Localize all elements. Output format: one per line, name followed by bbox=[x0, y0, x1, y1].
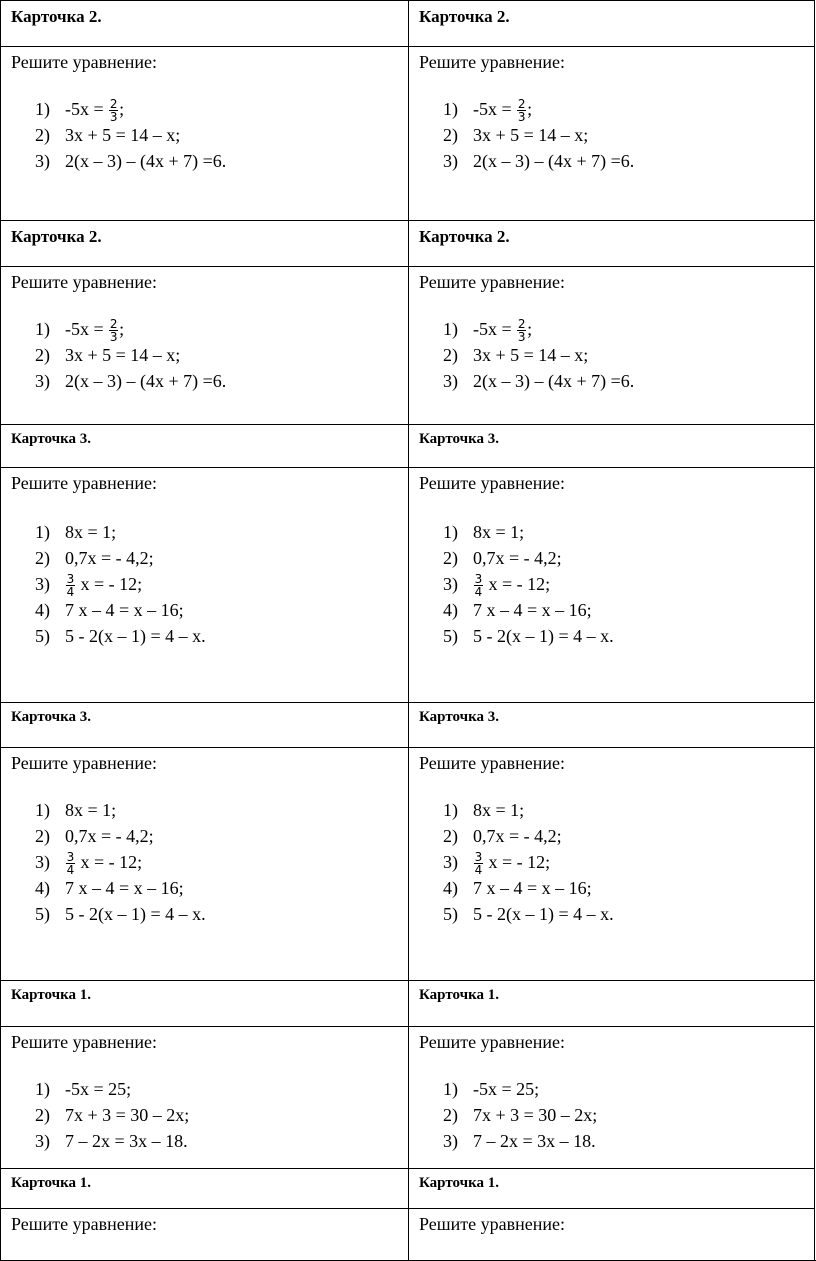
equation-text: 7 – 2x = 3x – 18. bbox=[473, 1131, 596, 1151]
equation-text: 0,7x = - 4,2; bbox=[473, 548, 562, 568]
equation-number: 1) bbox=[35, 1079, 50, 1099]
equation-text: 0,7x = - 4,2; bbox=[473, 826, 562, 846]
equation-text: 2(x – 3) – (4x + 7) =6. bbox=[473, 151, 635, 171]
equation-text: x = - 12; bbox=[484, 574, 551, 594]
equation-item bbox=[443, 823, 614, 849]
equation-number: 1) bbox=[443, 800, 458, 820]
equation-text: x = - 12; bbox=[76, 574, 143, 594]
equation-list bbox=[35, 519, 206, 649]
equation-list bbox=[443, 519, 614, 649]
equation-text: -5x = bbox=[473, 319, 517, 339]
equation-number: 4) bbox=[443, 878, 458, 898]
equation-item bbox=[35, 316, 226, 345]
fraction-numerator: 3 bbox=[474, 850, 483, 865]
equation-number: 2) bbox=[35, 826, 50, 846]
fraction-denominator: 3 bbox=[109, 110, 118, 125]
equation-item bbox=[35, 597, 206, 623]
equation-item bbox=[35, 148, 226, 174]
card-title: Карточка 3. bbox=[0, 424, 408, 467]
fraction-numerator: 2 bbox=[517, 97, 526, 112]
equation-number: 1) bbox=[443, 319, 458, 339]
equation-list bbox=[35, 1076, 189, 1154]
equation-number: 3) bbox=[35, 574, 50, 594]
fraction-denominator: 3 bbox=[109, 330, 118, 345]
equation-number: 2) bbox=[35, 125, 50, 145]
fraction bbox=[109, 98, 118, 123]
equation-list bbox=[443, 96, 634, 174]
card-body bbox=[408, 46, 815, 220]
equation-number: 4) bbox=[35, 878, 50, 898]
equation-number: 3) bbox=[35, 1131, 50, 1151]
fraction-numerator: 2 bbox=[517, 317, 526, 332]
card-body bbox=[0, 266, 408, 424]
card-title: Карточка 2. bbox=[0, 0, 408, 46]
equation-item bbox=[443, 597, 614, 623]
equation-text: 2(x – 3) – (4x + 7) =6. bbox=[65, 151, 227, 171]
card-body bbox=[0, 1026, 408, 1168]
equation-item bbox=[443, 623, 614, 649]
equation-text: 7 x – 4 = x – 16; bbox=[65, 600, 184, 620]
equation-number: 1) bbox=[443, 99, 458, 119]
equation-number: 2) bbox=[443, 345, 458, 365]
equation-number: 3) bbox=[443, 852, 458, 872]
fraction bbox=[517, 98, 526, 123]
equation-number: 5) bbox=[35, 626, 50, 646]
equation-list bbox=[35, 96, 226, 174]
equation-number: 5) bbox=[35, 904, 50, 924]
equation-text: 7 x – 4 = x – 16; bbox=[65, 878, 184, 898]
equation-item bbox=[35, 1102, 189, 1128]
equation-item bbox=[35, 1076, 189, 1102]
card-title: Карточка 3. bbox=[408, 702, 815, 747]
equation-text: 5 - 2(x – 1) = 4 – x. bbox=[65, 626, 206, 646]
equation-number: 3) bbox=[443, 574, 458, 594]
card-body bbox=[0, 46, 408, 220]
equation-text: 8x = 1; bbox=[65, 522, 117, 542]
equation-number: 1) bbox=[35, 800, 50, 820]
equation-number: 1) bbox=[35, 522, 50, 542]
fraction bbox=[474, 573, 483, 598]
equation-item bbox=[443, 96, 634, 125]
card-title: Карточка 1. bbox=[408, 1168, 815, 1208]
equation-item bbox=[35, 519, 206, 545]
equation-text: x = - 12; bbox=[76, 852, 143, 872]
equation-text: 7 – 2x = 3x – 18. bbox=[65, 1131, 188, 1151]
equation-number: 1) bbox=[35, 319, 50, 339]
card-title: Карточка 1. bbox=[408, 980, 815, 1026]
equation-list bbox=[443, 797, 614, 927]
card-body bbox=[408, 747, 815, 980]
equation-item bbox=[35, 623, 206, 649]
equation-number: 3) bbox=[35, 371, 50, 391]
equation-text: 2(x – 3) – (4x + 7) =6. bbox=[65, 371, 227, 391]
card-title: Карточка 2. bbox=[408, 220, 815, 266]
card-body bbox=[408, 1026, 815, 1168]
equation-number: 3) bbox=[443, 151, 458, 171]
equation-text: 7 x – 4 = x – 16; bbox=[473, 600, 592, 620]
equation-text: 7x + 3 = 30 – 2x; bbox=[473, 1105, 598, 1125]
fraction-denominator: 4 bbox=[474, 585, 483, 600]
equation-number: 4) bbox=[443, 600, 458, 620]
equation-text: 3x + 5 = 14 – x; bbox=[473, 345, 589, 365]
equation-number: 3) bbox=[35, 852, 50, 872]
equation-text: 5 - 2(x – 1) = 4 – x. bbox=[65, 904, 206, 924]
equation-text: -5x = bbox=[65, 319, 109, 339]
card-prompt: Решите уравнение: bbox=[419, 753, 565, 773]
fraction-numerator: 3 bbox=[66, 850, 75, 865]
equation-text: 0,7x = - 4,2; bbox=[65, 548, 154, 568]
equation-item bbox=[443, 849, 614, 878]
card-prompt: Решите уравнение: bbox=[11, 52, 157, 72]
equation-text: -5x = bbox=[473, 99, 517, 119]
card-body bbox=[408, 1208, 815, 1261]
card-title: Карточка 3. bbox=[0, 702, 408, 747]
equation-item bbox=[35, 875, 206, 901]
equation-number: 3) bbox=[443, 371, 458, 391]
card-body bbox=[408, 266, 815, 424]
fraction bbox=[66, 851, 75, 876]
fraction bbox=[109, 318, 118, 343]
card-prompt: Решите уравнение: bbox=[11, 753, 157, 773]
equation-text: -5x = 25; bbox=[473, 1079, 540, 1099]
card-body bbox=[0, 467, 408, 702]
equation-item bbox=[443, 545, 614, 571]
card-prompt: Решите уравнение: bbox=[419, 272, 565, 292]
equation-number: 3) bbox=[35, 151, 50, 171]
equation-text: 0,7x = - 4,2; bbox=[65, 826, 154, 846]
card-title: Карточка 1. bbox=[0, 1168, 408, 1208]
equation-text: 3x + 5 = 14 – x; bbox=[65, 345, 181, 365]
equation-number: 5) bbox=[443, 904, 458, 924]
equation-item bbox=[443, 1102, 597, 1128]
equation-text: ; bbox=[119, 99, 125, 119]
equation-number: 2) bbox=[443, 1105, 458, 1125]
equation-item bbox=[443, 519, 614, 545]
equation-number: 2) bbox=[35, 548, 50, 568]
equation-item bbox=[35, 1128, 189, 1154]
equation-number: 2) bbox=[443, 548, 458, 568]
card-body bbox=[0, 1208, 408, 1261]
equation-list bbox=[35, 316, 226, 394]
fraction-denominator: 4 bbox=[474, 863, 483, 878]
equation-number: 2) bbox=[443, 826, 458, 846]
equation-text: -5x = 25; bbox=[65, 1079, 132, 1099]
card-prompt: Решите уравнение: bbox=[11, 1214, 157, 1234]
equation-item bbox=[443, 368, 634, 394]
equation-item bbox=[35, 342, 226, 368]
equation-text: 5 - 2(x – 1) = 4 – x. bbox=[473, 904, 614, 924]
equation-item bbox=[443, 148, 634, 174]
equation-item bbox=[443, 875, 614, 901]
equation-item bbox=[35, 901, 206, 927]
fraction-denominator: 4 bbox=[66, 863, 75, 878]
equation-number: 4) bbox=[35, 600, 50, 620]
equation-number: 1) bbox=[35, 99, 50, 119]
equation-number: 5) bbox=[443, 626, 458, 646]
equation-item bbox=[35, 545, 206, 571]
equation-text: ; bbox=[527, 99, 533, 119]
equation-text: 2(x – 3) – (4x + 7) =6. bbox=[473, 371, 635, 391]
card-prompt: Решите уравнение: bbox=[419, 473, 565, 493]
equation-number: 2) bbox=[35, 1105, 50, 1125]
card-prompt: Решите уравнение: bbox=[419, 1032, 565, 1052]
fraction-numerator: 2 bbox=[109, 97, 118, 112]
equation-text: x = - 12; bbox=[484, 852, 551, 872]
fraction-denominator: 3 bbox=[517, 330, 526, 345]
fraction bbox=[474, 851, 483, 876]
equation-text: ; bbox=[119, 319, 125, 339]
equation-item bbox=[443, 122, 634, 148]
card-title: Карточка 2. bbox=[0, 220, 408, 266]
fraction bbox=[517, 318, 526, 343]
equation-number: 3) bbox=[443, 1131, 458, 1151]
equation-text: 8x = 1; bbox=[473, 522, 525, 542]
equation-item bbox=[443, 1076, 597, 1102]
equation-item bbox=[443, 1128, 597, 1154]
equation-number: 2) bbox=[443, 125, 458, 145]
equation-item bbox=[443, 342, 634, 368]
equation-item bbox=[35, 571, 206, 600]
equation-number: 1) bbox=[443, 1079, 458, 1099]
equation-item bbox=[35, 122, 226, 148]
equation-item bbox=[35, 797, 206, 823]
equation-item bbox=[35, 368, 226, 394]
fraction-numerator: 3 bbox=[474, 572, 483, 587]
card-prompt: Решите уравнение: bbox=[419, 52, 565, 72]
card-prompt: Решите уравнение: bbox=[11, 272, 157, 292]
equation-text: 7x + 3 = 30 – 2x; bbox=[65, 1105, 190, 1125]
card-title: Карточка 1. bbox=[0, 980, 408, 1026]
card-title: Карточка 2. bbox=[408, 0, 815, 46]
equation-item bbox=[443, 901, 614, 927]
fraction-denominator: 4 bbox=[66, 585, 75, 600]
equation-text: 8x = 1; bbox=[65, 800, 117, 820]
card-body bbox=[408, 467, 815, 702]
equation-item bbox=[443, 571, 614, 600]
card-prompt: Решите уравнение: bbox=[11, 1032, 157, 1052]
equation-text: 3x + 5 = 14 – x; bbox=[65, 125, 181, 145]
equation-item bbox=[35, 96, 226, 125]
equation-text: 5 - 2(x – 1) = 4 – x. bbox=[473, 626, 614, 646]
card-title: Карточка 3. bbox=[408, 424, 815, 467]
equation-item bbox=[35, 823, 206, 849]
equation-item bbox=[443, 797, 614, 823]
equation-text: -5x = bbox=[65, 99, 109, 119]
equation-list bbox=[443, 1076, 597, 1154]
equation-list bbox=[35, 797, 206, 927]
equation-text: 3x + 5 = 14 – x; bbox=[473, 125, 589, 145]
fraction-denominator: 3 bbox=[517, 110, 526, 125]
fraction bbox=[66, 573, 75, 598]
equation-text: 7 x – 4 = x – 16; bbox=[473, 878, 592, 898]
equation-number: 2) bbox=[35, 345, 50, 365]
card-prompt: Решите уравнение: bbox=[11, 473, 157, 493]
equation-text: ; bbox=[527, 319, 533, 339]
equation-item bbox=[443, 316, 634, 345]
fraction-numerator: 2 bbox=[109, 317, 118, 332]
equation-text: 8x = 1; bbox=[473, 800, 525, 820]
equation-item bbox=[35, 849, 206, 878]
equation-list bbox=[443, 316, 634, 394]
equation-number: 1) bbox=[443, 522, 458, 542]
card-body bbox=[0, 747, 408, 980]
fraction-numerator: 3 bbox=[66, 572, 75, 587]
card-prompt: Решите уравнение: bbox=[419, 1214, 565, 1234]
